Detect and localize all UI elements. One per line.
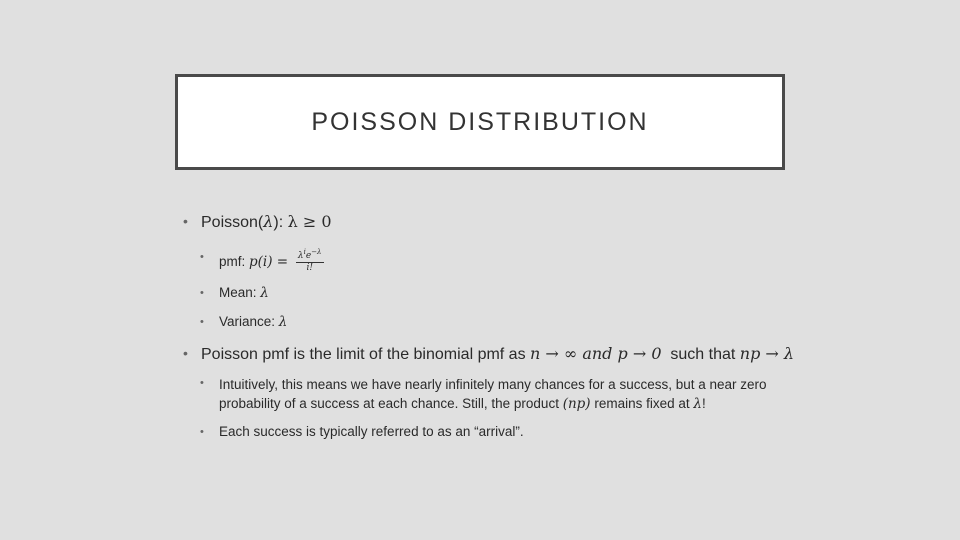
- bullet-intuition: [200, 375, 809, 414]
- bullet-dot-icon: •: [183, 213, 188, 229]
- bullet-dot-icon: •: [200, 251, 204, 263]
- mean-value: λ: [260, 285, 269, 301]
- bullet-limit: [183, 344, 794, 364]
- bullet-dot-icon: •: [200, 426, 204, 438]
- bullet-dot-icon: •: [200, 377, 204, 389]
- pmf-numerator: $\lambda^ie^{-\lambda}$: [297, 248, 322, 261]
- intuition-text: Intuitively, this means we have nearly infinitely many chances for a success, but a near zero probability of a success at each chance. Still, the product: [219, 377, 767, 411]
- bullet-mean: [200, 285, 269, 301]
- intuition-end: !: [701, 396, 706, 411]
- bullet-dot-icon: •: [200, 316, 204, 328]
- poisson-label-close: ):: [273, 214, 288, 231]
- limit-math-np: np → λ: [739, 344, 795, 363]
- bullet-dot-icon: •: [183, 345, 188, 361]
- pmf-label: pmf:: [219, 254, 250, 270]
- intuition-lambda: λ: [693, 396, 702, 412]
- limit-math-condition: n → ∞ and p → 0: [530, 344, 662, 363]
- slide-title: POISSON DISTRIBUTION: [311, 107, 649, 136]
- bullet-arrival: [200, 424, 524, 439]
- bullet-poisson-def: [183, 212, 332, 232]
- limit-such-that: such that: [661, 346, 740, 363]
- poisson-label: Poisson(: [201, 214, 264, 231]
- pmf-denominator: i!: [306, 263, 313, 273]
- bullet-dot-icon: •: [200, 287, 204, 299]
- intuition-text-2: remains fixed at: [590, 396, 694, 411]
- pmf-lhs: p(i) =: [249, 254, 289, 271]
- lambda-symbol: λ: [263, 212, 274, 231]
- mean-label: Mean:: [219, 285, 261, 300]
- variance-value: λ: [278, 314, 288, 330]
- intuition-np: (np): [562, 396, 591, 412]
- limit-text: Poisson pmf is the limit of the binomial pmf as: [201, 346, 531, 363]
- bullet-variance: [200, 314, 287, 330]
- bullet-pmf: [200, 249, 324, 276]
- pmf-fraction: [296, 247, 324, 274]
- lambda-condition: λ ≥ 0: [287, 212, 332, 231]
- variance-label: Variance:: [219, 314, 279, 329]
- arrival-text: Each success is typically referred to as an “arrival”.: [219, 424, 524, 439]
